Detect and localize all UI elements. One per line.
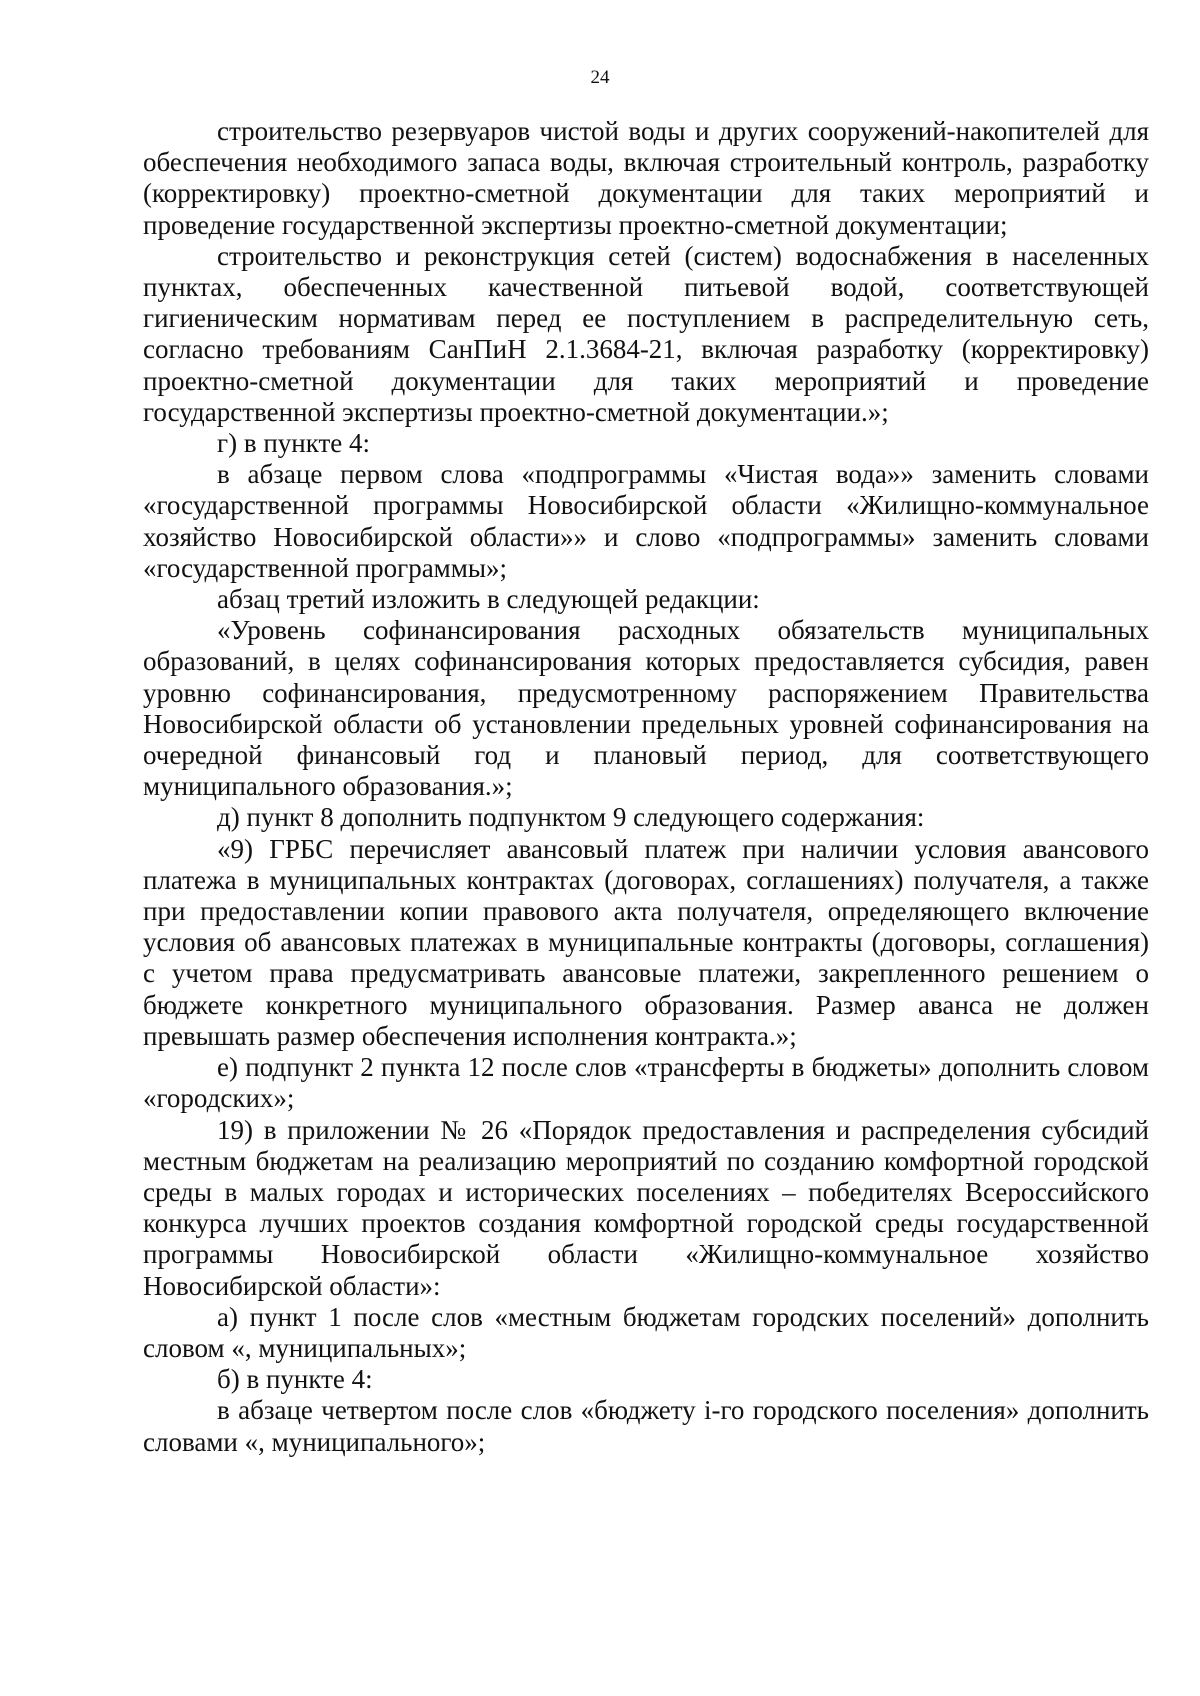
paragraph-10: 19) в приложении № 26 «Порядок предоставления и распределения субсидий местным бюджетам на реализацию мероприятий по созданию комфортной городской среды в малых городах и исторических поселениях – победителях Всероссийского конкурса лучших проектов создания комфортной городской среды государственной программы Новосибирской области «Жилищно-коммунальное хозяйство Новосибирской области»: [143,1114,1149,1301]
paragraph-7: д) пункт 8 дополнить подпунктом 9 следующего содержания: [217,802,925,833]
paragraph-12: б) в пункте 4: [217,1364,373,1395]
paragraph-3: г) в пункте 4: [217,428,371,459]
paragraph-13: в абзаце четвертом после слов «бюджету i-го городского поселения» дополнить словами «, муниципального»; [143,1395,1149,1457]
paragraph-11: а) пункт 1 после слов «местным бюджетам городских поселений» дополнить словом «, муниципальных»; [143,1301,1149,1363]
paragraph-9: е) подпункт 2 пункта 12 после слов «трансферты в бюджеты» дополнить словом «городских»; [143,1052,1149,1114]
paragraph-6: «Уровень софинансирования расходных обязательств муниципальных образований, в целях софинансирования которых предоставляется субсидия, равен уровню софинансирования, предусмотренному распоряжением Правительства Новосибирской области об установлении предельных уровней софинансирования на очередной финансовый год и плановый период, для соответствующего муниципального образования.»; [143,615,1149,802]
page-number: 24 [590,67,610,88]
paragraph-2: строительство и реконструкция сетей (систем) водоснабжения в населенных пунктах, обеспеченных качественной питьевой водой, соответствующей гигиеническим нормативам перед ее поступлением в распределительную сеть, согласно требованиям СанПиН 2.1.3684-21, включая разработку (корректировку) проектно-сметной документации для таких мероприятий и проведение государственной экспертизы проектно-сметной документации.»; [143,240,1149,427]
paragraph-8: «9) ГРБС перечисляет авансовый платеж при наличии условия авансового платежа в муниципальных контрактах (договорах, соглашениях) получателя, а также при предоставлении копии правового акта получателя, определяющего включение условия об авансовых платежах в муниципальные контракты (договоры, соглашения) с учетом права предусматривать авансовые платежи, закрепленного решением о бюджете конкретного муниципального образования. Размер аванса не должен превышать размер обеспечения исполнения контракта.»; [143,833,1149,1051]
paragraph-1: строительство резервуаров чистой воды и других сооружений-накопителей для обеспечения необходимого запаса воды, включая строительный контроль, разработку (корректировку) проектно-сметной документации для таких мероприятий и проведение государственной экспертизы проектно-сметной документации; [143,116,1149,240]
paragraph-4: в абзаце первом слова «подпрограммы «Чистая вода»» заменить словами «государственной программы Новосибирской области «Жилищно-коммунальное хозяйство Новосибирской области»» и слово «подпрограммы» заменить словами «государственной программы»; [143,459,1149,583]
paragraph-5: абзац третий изложить в следующей редакции: [217,584,760,615]
document-body [143,116,1149,1458]
